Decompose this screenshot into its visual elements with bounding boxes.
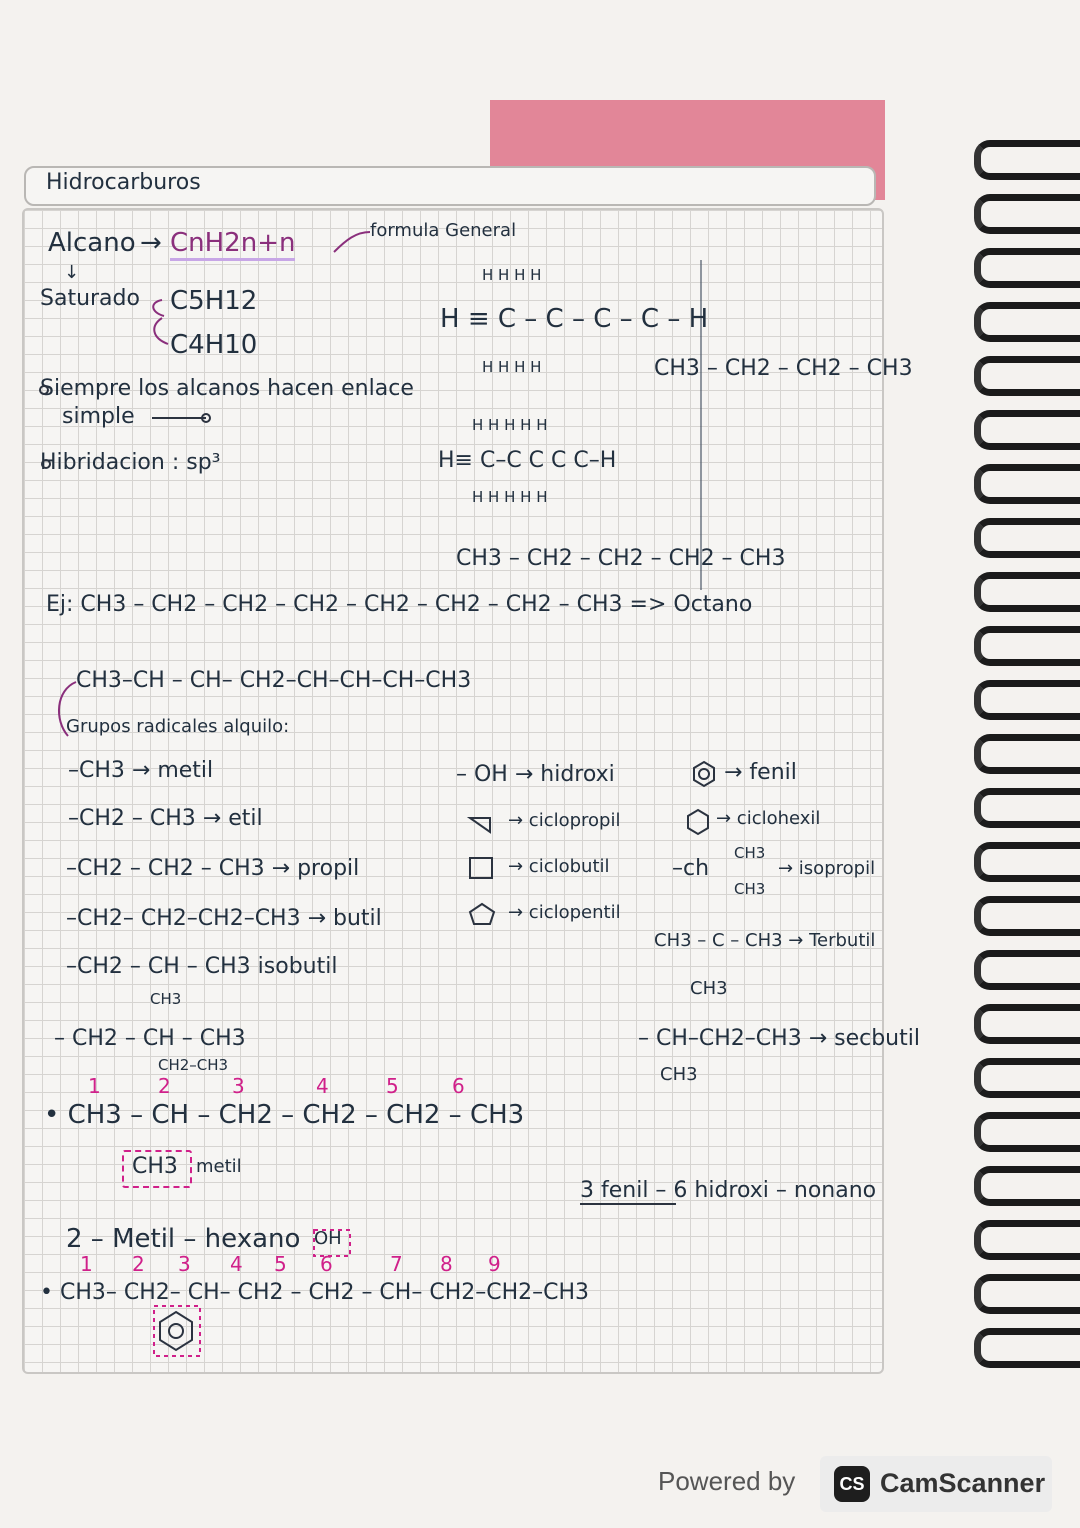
saturado-label: Saturado — [40, 286, 140, 311]
bullet-icon — [42, 460, 50, 468]
grupos-arrow-icon — [59, 682, 76, 736]
radical-butil: –CH2– CH2–CH2–CH3 → butil — [66, 906, 382, 931]
cyclobutyl-icon — [470, 858, 492, 878]
carbon-number-9b: 9 — [488, 1252, 501, 1276]
structure2-top-h: H H H H H — [472, 416, 548, 434]
carbon-number-2: 2 — [158, 1074, 171, 1098]
octano-example: Ej: CH3 – CH2 – CH2 – CH2 – CH2 – CH2 – CH2 – CH3 => Octano — [46, 592, 753, 617]
radical-secbutyl-chain: – CH2 – CH – CH3 — [54, 1026, 246, 1051]
grupos-title: Grupos radicales alquilo: — [66, 716, 290, 737]
alcano-word: Alcano — [48, 228, 136, 258]
carbon-number-3b: 3 — [178, 1252, 191, 1276]
formula-label: formula General — [370, 220, 517, 241]
powered-by-text: Powered by — [658, 1466, 796, 1496]
formula-arrow-icon — [334, 232, 370, 252]
radical-metil: –CH3 → metil — [68, 758, 214, 783]
example2-name: 2 – Metil – hexano — [66, 1224, 301, 1254]
cyclopentyl-icon — [470, 904, 494, 924]
isopropil-ch: –ch — [672, 856, 710, 881]
radical-isopropil: → isopropil — [778, 858, 876, 879]
benzene-ring-icon — [699, 769, 709, 779]
radical-ciclobutil: → ciclobutil — [508, 856, 610, 877]
radical-hidroxi: – OH → hidroxi — [456, 762, 615, 787]
isopropil-ch3-top: CH3 — [734, 844, 766, 862]
down-arrow-icon: ↓ — [64, 262, 80, 283]
radical-isobutil: –CH2 – CH – CH3 isobutil — [66, 954, 338, 979]
secbutyl-branch: CH2–CH3 — [158, 1056, 229, 1074]
example2-branch: CH3 — [132, 1154, 178, 1179]
arrow-icon: → — [140, 228, 162, 258]
radical-ciclopropil: → ciclopropil — [508, 810, 621, 831]
secbutil-branch: CH3 — [660, 1064, 698, 1085]
general-formula: CnH2n+n — [170, 228, 295, 261]
note-simple: simple — [62, 404, 135, 429]
radical-fenil: → fenil — [724, 760, 797, 785]
example2-side-note: OH — [314, 1228, 342, 1249]
radical-terbutil: CH3 – C – CH3 → Terbutil — [654, 930, 876, 951]
example3-name: 3 fenil – 6 hidroxi – nonano — [580, 1178, 877, 1203]
bullet-icon — [40, 386, 48, 394]
carbon-number-4: 4 — [316, 1074, 329, 1098]
carbon-number-8b: 8 — [440, 1252, 453, 1276]
example-c5h12: C5H12 — [170, 286, 258, 316]
carbon-number-5: 5 — [386, 1074, 399, 1098]
terbutil-branch: CH3 — [690, 978, 728, 999]
phenyl-ring-icon — [169, 1324, 183, 1338]
camscanner-logo-icon: CS — [834, 1466, 870, 1502]
carbon-number-7b: 7 — [390, 1252, 403, 1276]
example2-chain: • CH3 – CH – CH2 – CH2 – CH2 – CH3 — [44, 1100, 525, 1130]
example-c4h10: C4H10 — [170, 330, 258, 360]
hydroxy-highlight-box — [314, 1230, 350, 1256]
carbon-number-4b: 4 — [230, 1252, 243, 1276]
cyclopropyl-icon — [470, 818, 490, 832]
radical-secbutil: – CH–CH2–CH3 → secbutil — [638, 1026, 920, 1051]
radical-etil: –CH2 – CH3 → etil — [68, 806, 263, 831]
carbon-number-1: 1 — [88, 1074, 101, 1098]
radical-ciclopentil: → ciclopentil — [508, 902, 621, 923]
benzene-icon — [694, 762, 714, 786]
isopropil-ch3-bottom: CH3 — [734, 880, 766, 898]
phenyl-substituent-icon — [160, 1312, 192, 1350]
example3-chain: • CH3– CH2– CH– CH2 – CH2 – CH– CH2–CH2–CH3 — [40, 1280, 590, 1305]
page-title: Hidrocarburos — [46, 170, 201, 195]
carbon-number-2b: 2 — [132, 1252, 145, 1276]
branched-chain: CH3–CH – CH– CH2–CH–CH–CH–CH3 — [76, 668, 472, 693]
note-hibridacion: Hibridacion : sp³ — [40, 450, 221, 475]
structure2-chain: H≡ C–C C C C–H — [438, 448, 617, 473]
structure1-condensed: CH3 – CH2 – CH2 – CH3 — [654, 356, 913, 381]
isobutil-branch: CH3 — [150, 990, 182, 1008]
radical-ciclohexil: → ciclohexil — [716, 808, 821, 829]
radical-propil: –CH2 – CH2 – CH3 → propil — [66, 856, 360, 881]
note-enlace: Siempre los alcanos hacen enlace — [40, 376, 414, 401]
carbon-number-6b: 6 — [320, 1252, 333, 1276]
structure1-top-h: H H H H — [482, 266, 542, 284]
structure2-bottom-h: H H H H H — [472, 488, 548, 506]
carbon-number-3: 3 — [232, 1074, 245, 1098]
structure1-chain: H ≡ C – C – C – C – H — [440, 304, 709, 334]
camscanner-name: CamScanner — [880, 1468, 1046, 1498]
example2-branch-label: metil — [196, 1156, 242, 1177]
structure2-condensed: CH3 – CH2 – CH2 – CH2 – CH3 — [456, 546, 786, 571]
branch-arrow-icon — [154, 318, 168, 344]
carbon-number-1b: 1 — [80, 1252, 93, 1276]
structure1-bottom-h: H H H H — [482, 358, 542, 376]
cyclohexyl-icon — [688, 810, 708, 834]
branch-arrow-icon — [153, 300, 164, 316]
carbon-number-6: 6 — [452, 1074, 465, 1098]
carbon-number-5b: 5 — [274, 1252, 287, 1276]
